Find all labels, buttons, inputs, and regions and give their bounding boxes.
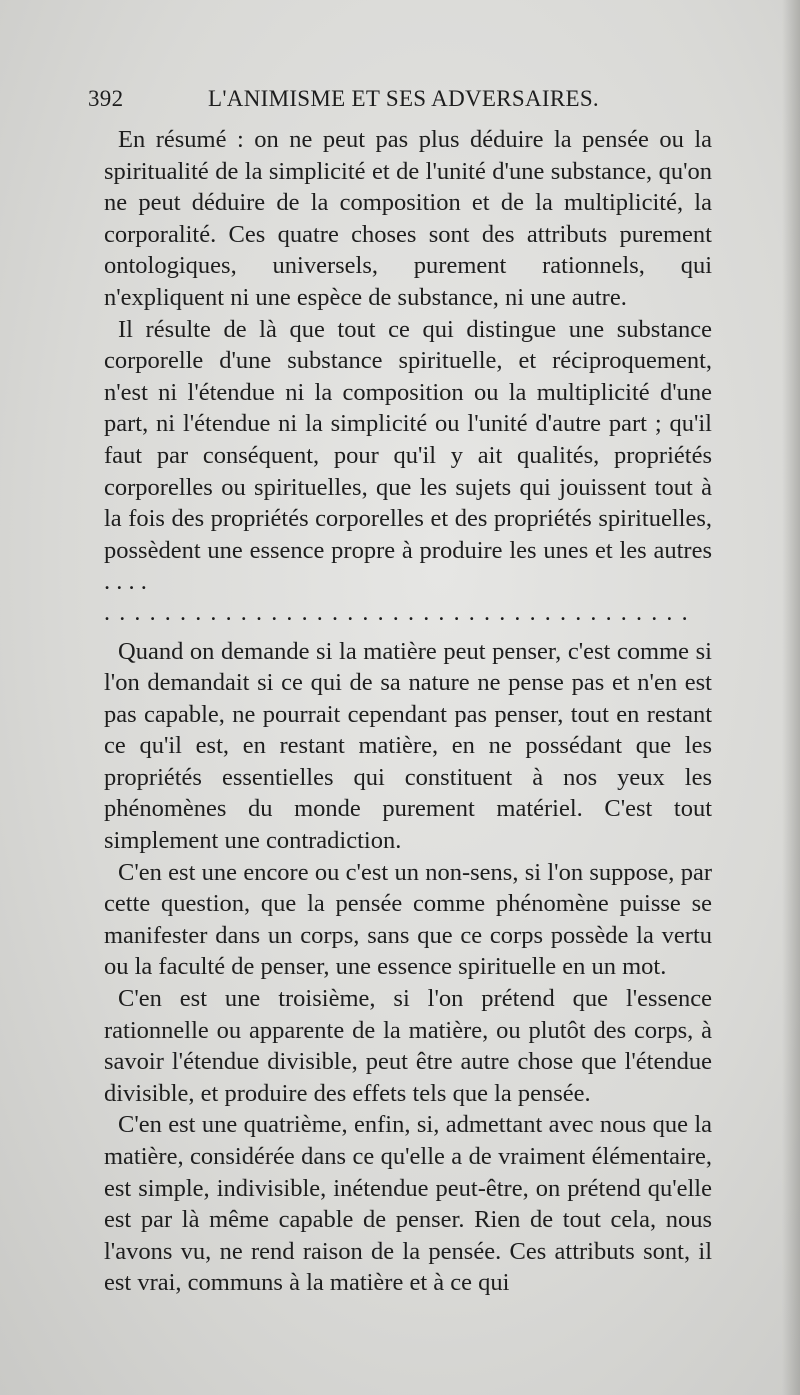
paragraph-cen-est-une-troisieme: C'en est une troisième, si l'on prétend que l'essence rationnelle ou apparente de la matière, ou plutôt des corps, à savoir l'étendue divisible, peut être autre chose que l'étendue divisible, et produire des effets tels que la pensée. — [104, 985, 712, 1107]
paragraph-cen-est-une-quatrieme: C'en est une quatrième, enfin, si, admettant avec nous que la matière, considérée dans ce qu'elle a de vraiment élémentaire, est simple, indivisible, inétendue peut-être, on prétend qu'elle est par là même capable de penser. Rien de tout cela, nous l'avons vu, ne rend raison de la pensée. Ces attributs sont, il est vrai, communs à la matière et à ce qui — [104, 1111, 712, 1297]
paragraph-quand-on-demande: Quand on demande si la matière peut penser, c'est comme si l'on demandait si ce qui de sa nature ne pense pas et n'en est pas capable, ne pourrait cependant pas penser, tout en restant ce qu'il est, en restant matière, en ne possédant que les propriétés essentielles qui constituent à nos yeux les phénomènes du monde purement matériel. C'est tout simplement une contradiction. — [104, 637, 712, 855]
paragraph-cen-est-une-encore: C'en est une encore ou c'est un non-sens, si l'on suppose, par cette question, que la pensée comme phénomène puisse se manifester dans un corps, sans que ce corps possède la vertu ou la faculté de penser, une essence spirituelle en un mot. — [104, 858, 712, 981]
paragraph-resume: En résumé : on ne peut pas plus déduire la pensée ou la spiritualité de la simplicité et de l'unité d'une substance, qu'on ne peut déduire de la composition et de la multiplicité, la corporalité. Ces quatre choses sont des attributs purement ontologiques, universels, purement rationnels, qui n'expliquent ni une espèce de substance, ni une autre. — [104, 126, 712, 311]
running-title: L'ANIMISME ET SES ADVERSAIRES. — [208, 86, 599, 111]
page-number: 392 — [88, 86, 124, 111]
ellipsis-line: ....................................... — [104, 599, 697, 626]
page-edge-shadow — [782, 0, 800, 1395]
page-header — [88, 86, 708, 120]
body-text — [104, 124, 712, 1299]
paragraph-il-resulte: Il résulte de là que tout ce qui distingue une substance corporelle d'une substance spirituelle, et réciproquement, n'est ni l'étendue ni la composition ou la multiplicité d'une part, ni l'étendue ni la simplicité ou l'unité d'autre part ; qu'il faut par conséquent, pour qu'il y ait qualités, propriétés corporelles ou spirituelles, que les sujets qui jouissent tout à la fois des propriétés corporelles et des propriétés spirituelles, possèdent une essence propre à produire les unes et les autres . . . . — [104, 315, 712, 596]
